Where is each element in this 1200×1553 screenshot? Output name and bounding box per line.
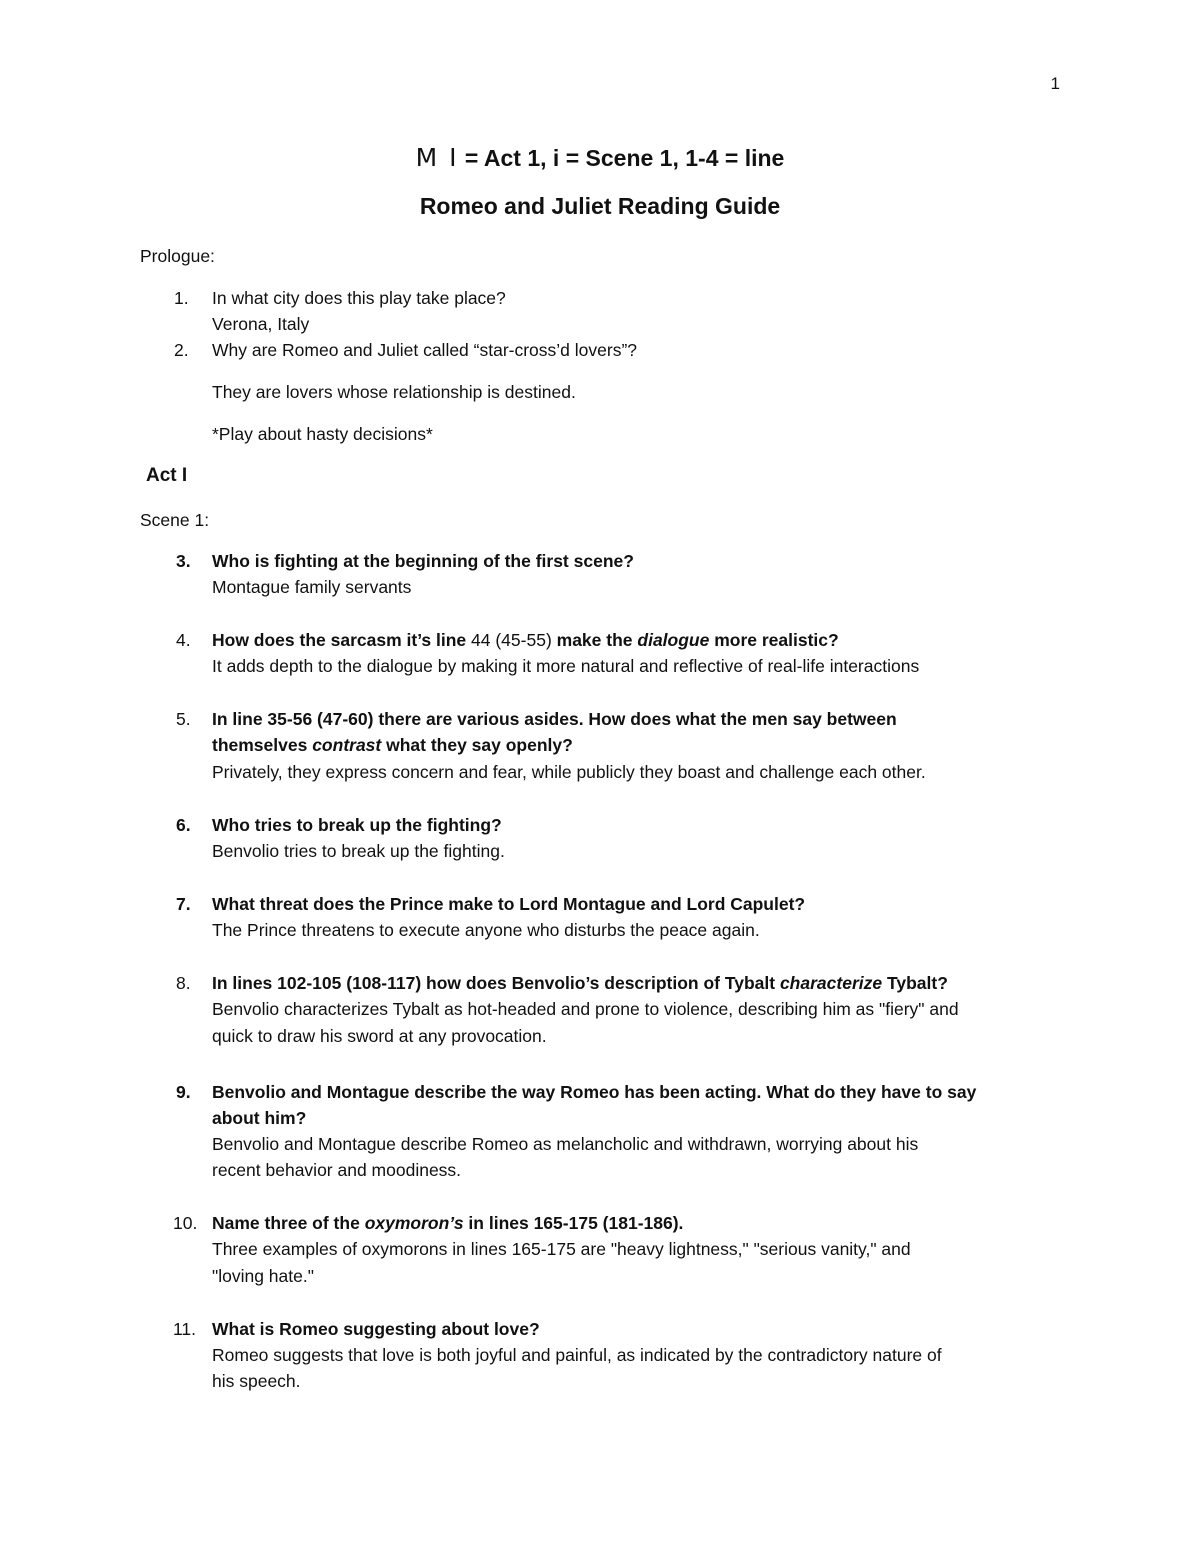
question-part: 44 (45-55) [471,630,552,650]
question-text: about him? [212,1108,307,1128]
answer-text: Privately, they express concern and fear, while publicly they boast and challenge each other. [212,762,926,782]
question-text: What threat does the Prince make to Lord Montague and Lord Capulet? [212,894,806,914]
question-part: make the [551,630,638,650]
question-part: Name three of the [212,1213,365,1233]
answer-text: Romeo suggests that love is both joyful and painful, as indicated by the contradictory nature of [212,1345,942,1365]
question-part: characterize [779,973,883,993]
item-number: 11. [173,1319,197,1339]
item-number: 10. [173,1213,198,1233]
question-text: In line 35-56 (47-60) there are various asides. How does what the men say between [212,709,897,729]
question-text: Who is fighting at the beginning of the first scene? [212,551,634,571]
question-part: Tybalt? [882,973,948,993]
item-number: 4. [176,630,191,650]
item-number: 5. [176,709,191,729]
act-heading: Act I [146,465,188,486]
question-part: In lines 102-105 (108-117) how does Benvolio’s description of Tybalt [212,973,780,993]
answer-text: Benvolio characterizes Tybalt as hot-headed and prone to violence, describing him as "fiery" and [212,999,959,1019]
question-text [212,1210,683,1236]
answer-text: It adds depth to the dialogue by making it more natural and reflective of real-life interactions [212,656,920,676]
item-number: 6. [176,815,191,835]
question-text: What is Romeo suggesting about love? [212,1319,540,1339]
answer-text: his speech. [212,1371,301,1391]
answer-text: recent behavior and moodiness. [212,1160,462,1180]
answer-text: "loving hate." [212,1266,314,1286]
answer-text: Benvolio tries to break up the fighting. [212,841,505,861]
page-title: Romeo and Juliet Reading Guide [419,193,781,219]
answer-text: Three examples of oxymorons in lines 165-175 are "heavy lightness," "serious vanity," and [212,1239,911,1259]
question-part: in lines 165-175 (181-186). [463,1213,684,1233]
item-number: 2. [174,340,189,360]
prologue-answer: Verona, Italy [212,314,310,334]
question-part: themselves [212,735,313,755]
item-number: 3. [176,551,191,571]
question-part: How does the sarcasm it’s line [212,630,472,650]
question-part: contrast [312,735,382,755]
item-number: 1. [174,288,189,308]
answer-text: quick to draw his sword at any provocation. [212,1026,547,1046]
answer-text: Benvolio and Montague describe Romeo as melancholic and withdrawn, worrying about his [212,1134,919,1154]
question-part: oxymoron’s [364,1213,464,1233]
question-part: more realistic? [709,630,839,650]
prologue-question: Why are Romeo and Juliet called “star-cross’d lovers”? [212,340,638,360]
heading-legend [0,143,1200,172]
question-text [212,970,948,996]
page-number: 1 [1050,74,1060,93]
prologue-note: *Play about hasty decisions* [212,424,433,444]
answer-text: Montague family servants [212,577,412,597]
item-number: 9. [176,1082,191,1102]
question-part: what they say openly? [381,735,573,755]
item-number: 8. [176,973,191,993]
item-number: 7. [176,894,191,914]
question-part: dialogue [637,630,710,650]
question-text: Benvolio and Montague describe the way Romeo has been acting. What do they have to say [212,1082,977,1102]
prologue-label: Prologue: [140,246,215,266]
prologue-question: In what city does this play take place? [212,288,506,308]
question-text [212,627,839,653]
heading-roman: M I [415,143,459,172]
heading-rest: = Act 1, i = Scene 1, 1-4 = line [458,145,785,171]
question-text: Who tries to break up the fighting? [212,815,502,835]
question-text [212,732,573,758]
scene-label: Scene 1: [140,510,210,530]
answer-text: The Prince threatens to execute anyone who disturbs the peace again. [212,920,760,940]
prologue-answer: They are lovers whose relationship is destined. [212,382,576,402]
